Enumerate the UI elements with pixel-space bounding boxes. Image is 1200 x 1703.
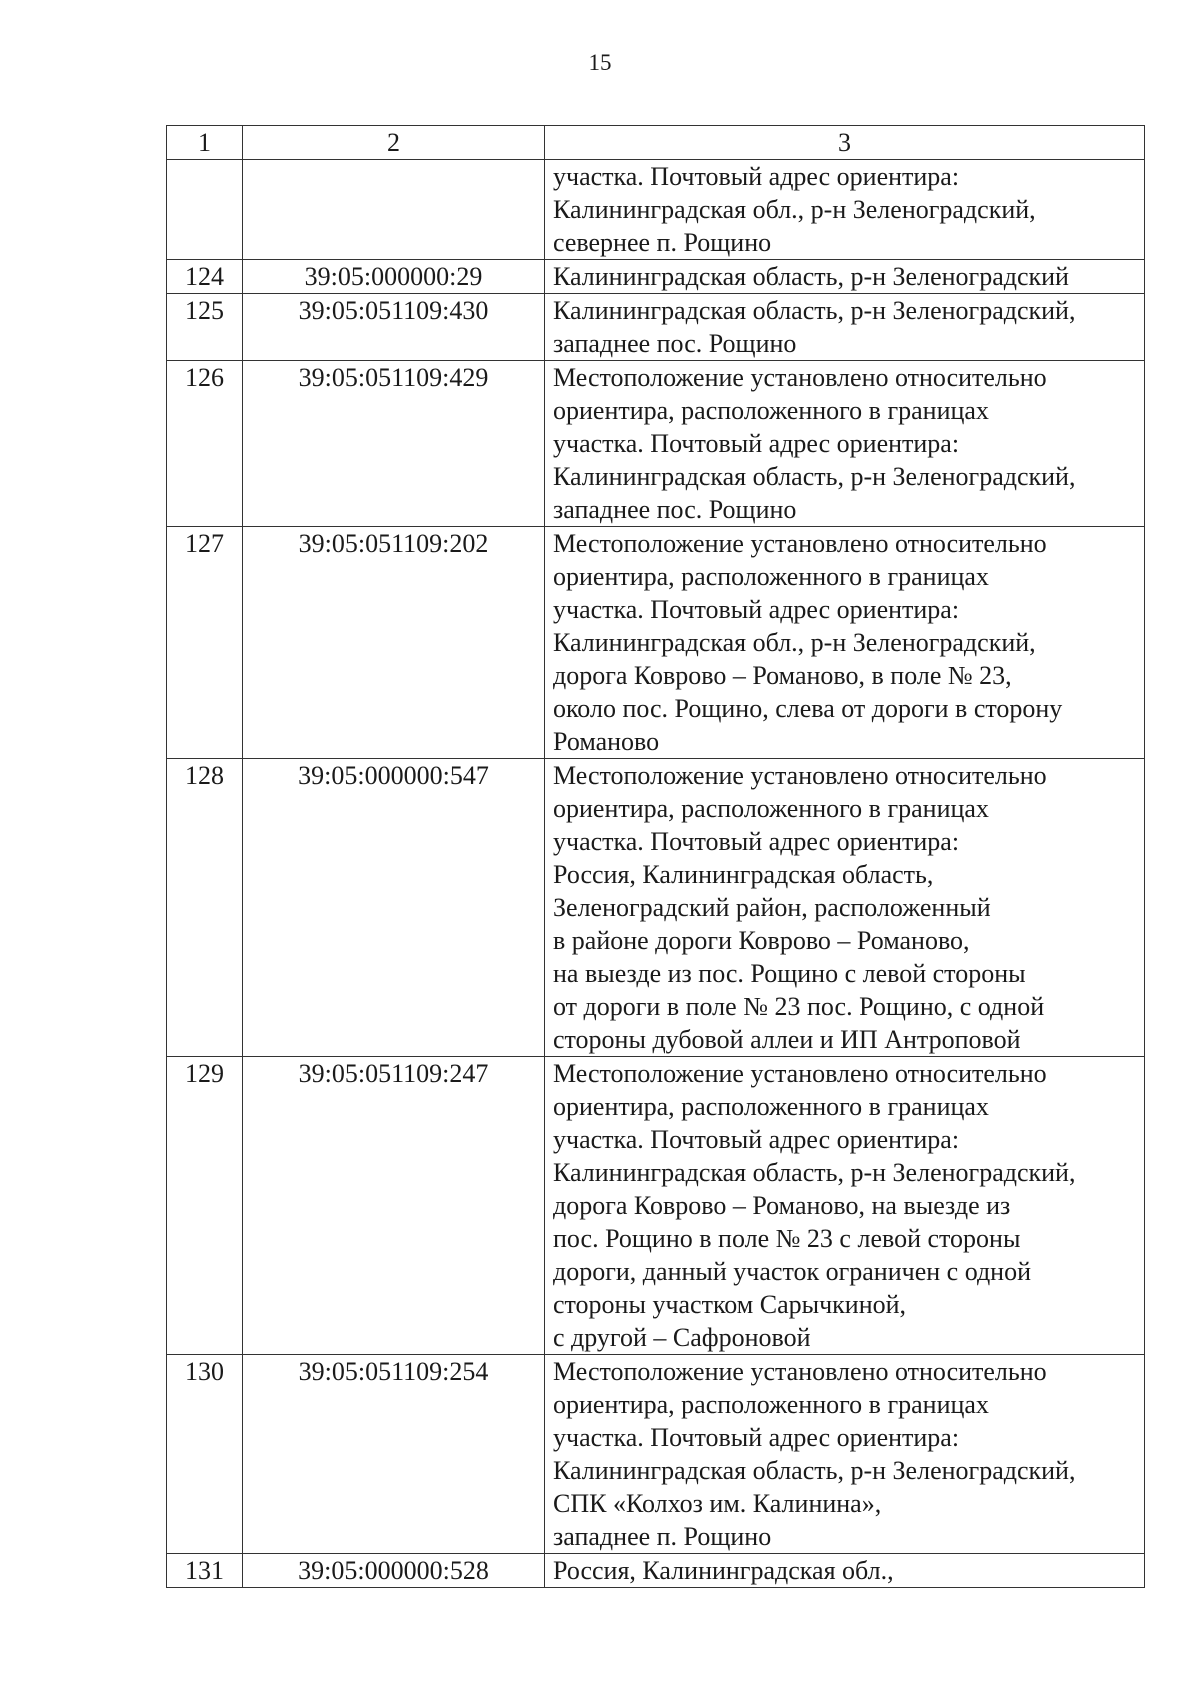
row-number-cell: 131 [167,1554,243,1588]
cadastral-number-cell: 39:05:000000:547 [243,759,545,1057]
table-row [167,260,1145,294]
address-cell: Местоположение установлено относительно ориентира, расположенного в границах участка. Почтовый адрес ориентира: Россия, Калининградская область, Зеленоградский район, расположенный в районе дороги Коврово – Романово, на выезде из пос. Рощино с левой стороны от дороги в поле № 23 пос. Рощино, с одной стороны дубовой аллеи и ИП Антроповой [545,759,1145,1057]
row-number-cell: 129 [167,1057,243,1355]
row-number-cell: 125 [167,294,243,361]
land-plots-table [166,125,1145,1588]
row-number-cell: 126 [167,361,243,527]
table-body [167,160,1145,1588]
column-header-3: 3 [545,126,1145,160]
row-number-cell: 127 [167,527,243,759]
cadastral-number-cell: 39:05:000000:528 [243,1554,545,1588]
row-number-cell: 128 [167,759,243,1057]
table-row [167,1057,1145,1355]
address-cell: участка. Почтовый адрес ориентира: Калининградская обл., р-н Зеленоградский, севернее п. Рощино [545,160,1145,260]
row-number-cell [167,160,243,260]
table-row [167,1554,1145,1588]
cadastral-number-cell: 39:05:051109:247 [243,1057,545,1355]
table-row [167,361,1145,527]
cadastral-number-cell: 39:05:051109:202 [243,527,545,759]
address-cell: Калининградская область, р-н Зеленоградский [545,260,1145,294]
address-cell: Местоположение установлено относительно ориентира, расположенного в границах участка. Почтовый адрес ориентира: Калининградская обл., р-н Зеленоградский, дорога Коврово – Романово, в поле № 23, около пос. Рощино, слева от дороги в сторону Романово [545,527,1145,759]
cadastral-number-cell: 39:05:051109:430 [243,294,545,361]
row-number-cell: 130 [167,1355,243,1554]
address-cell: Местоположение установлено относительно ориентира, расположенного в границах участка. Почтовый адрес ориентира: Калининградская область, р-н Зеленоградский, западнее пос. Рощино [545,361,1145,527]
cadastral-number-cell: 39:05:051109:429 [243,361,545,527]
row-number-cell: 124 [167,260,243,294]
cadastral-number-cell [243,160,545,260]
table-row [167,160,1145,260]
address-cell: Местоположение установлено относительно ориентира, расположенного в границах участка. Почтовый адрес ориентира: Калининградская область, р-н Зеленоградский, дорога Коврово – Романово, на выезде из пос. Рощино в поле № 23 с левой стороны дороги, данный участок ограничен с одной стороны участком Сарычкиной, с другой – Сафроновой [545,1057,1145,1355]
address-cell: Россия, Калининградская обл., [545,1554,1145,1588]
page-number: 15 [588,50,612,75]
table-row [167,527,1145,759]
table-row [167,759,1145,1057]
table-row [167,294,1145,361]
address-cell: Местоположение установлено относительно ориентира, расположенного в границах участка. Почтовый адрес ориентира: Калининградская область, р-н Зеленоградский, СПК «Колхоз им. Калинина», западнее п. Рощино [545,1355,1145,1554]
table-header-row [167,126,1145,160]
column-header-2: 2 [243,126,545,160]
cadastral-number-cell: 39:05:000000:29 [243,260,545,294]
column-header-1: 1 [167,126,243,160]
table-row [167,1355,1145,1554]
cadastral-number-cell: 39:05:051109:254 [243,1355,545,1554]
address-cell: Калининградская область, р-н Зеленоградский, западнее пос. Рощино [545,294,1145,361]
